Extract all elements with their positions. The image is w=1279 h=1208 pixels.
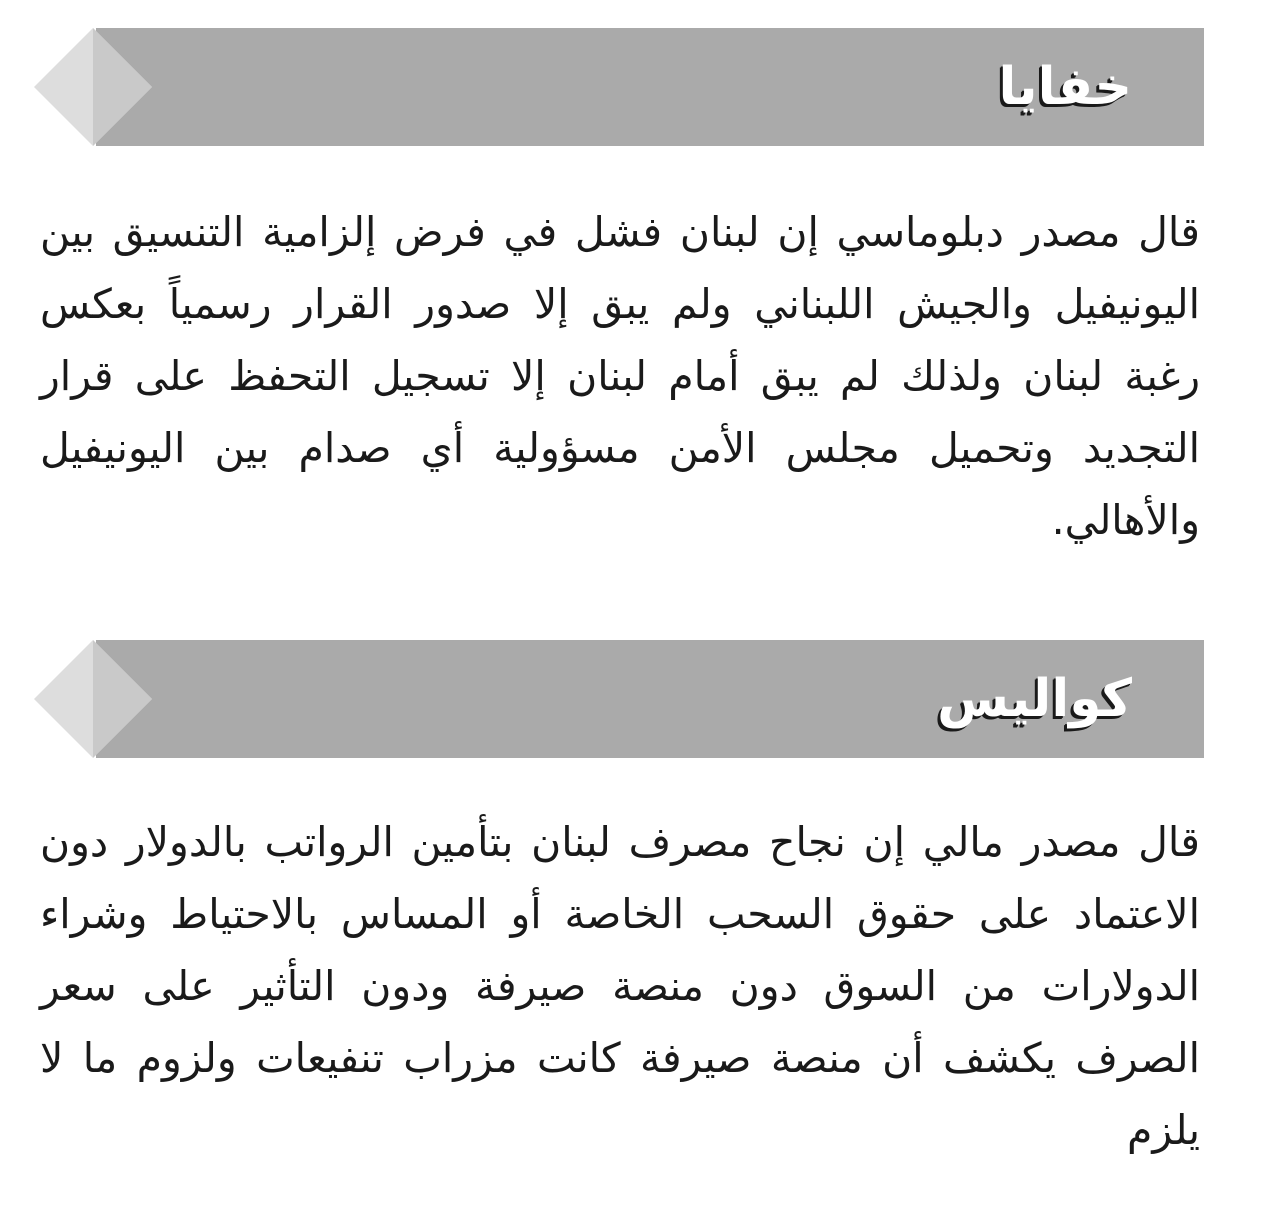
section-header-kawalees	[34, 640, 1204, 758]
section-body-text: قال مصدر مالي إن نجاح مصرف لبنان بتأمين الرواتب بالدولار دون الاعتماد على حقوق السحب الخاصة أو المساس بالاحتياط وشراء الدولارات من السوق دون منصة صيرفة ودون التأثير على سعر الصرف يكشف أن منصة صيرفة كانت مزراب تنفيعات ولزوم ما لا يلزم	[40, 818, 1200, 1154]
diamond-ornament-icon	[34, 28, 152, 146]
diamond-ornament-icon	[34, 640, 152, 758]
section-title: خفايا	[998, 57, 1132, 117]
section-body-text: قال مصدر دبلوماسي إن لبنان فشل في فرض إلزامية التنسيق بين اليونيفيل والجيش اللبناني ولم يبق إلا صدور القرار رسمياً بعكس رغبة لبنان ولذلك لم يبق أمام لبنان إلا تسجيل التحفظ على قرار التجديد وتحميل مجلس الأمن مسؤولية أي صدام بين اليونيفيل والأهالي.	[40, 208, 1200, 544]
section-header-khafaya	[34, 28, 1204, 146]
section-title: كواليس	[937, 669, 1132, 729]
